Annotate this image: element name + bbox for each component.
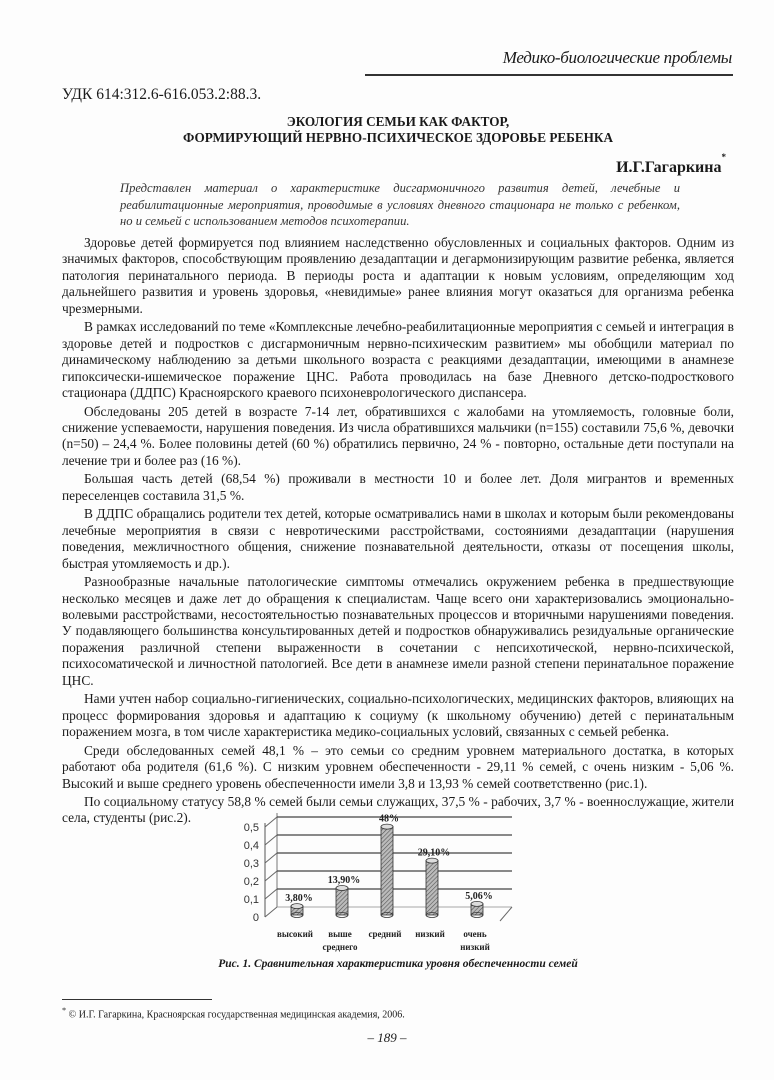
author-name: И.Г.Гагаркина	[616, 159, 722, 176]
paragraph: Среди обследованных семей 48,1 % – это семьи со средним уровнем материального достатка, в которых работают оба родителя (61,6 %). С низким уровнем обеспеченности - 29,11 % семей, с очень низким - 5,06 %. Высокий и выше среднего уровень обеспеченности имели 3,8 и 13,93 % семей соответственно (рис.1).	[62, 742, 734, 791]
footnote-rule	[62, 999, 212, 1000]
x-tick-label: низкий	[460, 942, 490, 952]
grid-diagonal	[265, 835, 277, 845]
bar-top	[471, 901, 483, 906]
bar-top	[291, 904, 303, 909]
paragraph: Нами учтен набор социально-гигиенических, социально-психологических, медицинских факторов, влияющих на процесс формирования здоровья и адаптацию к социуму (к школьному обучению) детей с перинатальным поражением мозга, в том числе характеристика медико-социальных условий, связанных с семьей ребенка.	[62, 691, 734, 740]
paragraph: Разнообразные начальные патологические симптомы отмечались окружением ребенка в предшествующие несколько месяцев и даже лет до обращения к специалистам. Чаще всего они характеризовались эмоционально-волевыми расстройствами, несостоятельностью познавательных процессов и вторичными нарушениями поведения. У подавляющего большинства консультированных детей и подростков обнаруживались резидуальные органические поражения различной степени выраженности в сочетании с непсихотической, нервно-психической, психосоматической и личностной патологией. Все дети в анамнезе имели разной степени перинатальное поражение ЦНС.	[62, 574, 734, 688]
x-tick-label: высокий	[277, 929, 313, 939]
x-tick-label: выше	[328, 929, 352, 939]
author-footnote-mark: *	[721, 152, 726, 162]
grid-diagonal	[265, 817, 277, 827]
paragraph: Обследованы 205 детей в возрасте 7-14 лет, обратившихся с жалобами на утомляемость, головные боли, снижение успеваемости, нарушения поведения. Из числа обратившихся мальчики (n=155) составили 75,6 %, девочки (n=50) – 24,4 %. Более половины детей (60 %) обратились первично, 24 % - повторно, остальные дети поступали на лечение три и более раз (16 %).	[62, 403, 734, 468]
x-tick-label: среднего	[322, 942, 358, 952]
paragraph: В рамках исследований по теме «Комплексные лечебно-реабилитационные мероприятия с семьей и интеграция в здоровье детей и подростков с дисгармоничным нервно-психическим развитием» мы обобщили материал по динамическому наблюдению за детьми школьного возраста с реакциями дезадаптации, имеющими в анамнезе гипоксически-ишемическое поражение ЦНС. Работа проводилась на базе Дневного детско-подросткового стационара (ДДПС) Красноярского краевого психоневрологического диспансера.	[62, 319, 734, 401]
paragraph: Здоровье детей формируется под влиянием наследственно обусловленных и социальных факторов. Одним из значимых факторов, способствующим проявлению дезадаптации и дегармонизирующим развитие ребенка, является патология перинатального периода. В периоды роста и адаптации к новым условиям, определяющим ход дальнейшего развития и уровень здоровья, «невидимые» ранее влияния могут оказаться для организма ребенка чрезмерными.	[62, 235, 734, 316]
grid-diagonal	[265, 853, 277, 863]
article-title	[62, 114, 734, 146]
figure-caption: Рис. 1. Сравнительная характеристика уровня обеспеченности семей	[218, 958, 578, 970]
bar-top	[426, 858, 438, 863]
data-label: 3,80%	[285, 893, 313, 905]
y-tick-label: 0	[252, 912, 259, 924]
data-label: 29,10%	[417, 847, 451, 859]
grid-diagonal	[265, 907, 277, 917]
paragraph: Большая часть детей (68,54 %) проживали в местности 10 и более лет. Доля мигрантов и временных переселенцев составила 31,5 %.	[62, 471, 734, 503]
bar	[381, 827, 393, 915]
abstract: Представлен материал о характеристике дисгармоничного развития детей, лечебные и реабилитационные мероприятия, проводимые в условиях дневного стационара не только с ребенком, но и семьей с использованием методов психотерапии.	[120, 181, 680, 228]
y-tick-label: 0,5	[243, 822, 259, 834]
page-number: – 189 –	[367, 1030, 407, 1045]
footnote-mark: *	[62, 1006, 67, 1015]
data-label: 48%	[379, 813, 399, 825]
header-rule	[365, 74, 733, 76]
y-tick-label: 0,4	[243, 840, 259, 852]
x-tick-label: очень	[463, 929, 487, 939]
grid-diagonal	[265, 889, 277, 899]
running-header: Медико-биологические проблемы	[502, 48, 732, 67]
grid-diagonal	[265, 871, 277, 881]
author	[616, 152, 726, 177]
paragraph: В ДДПС обращались родители тех детей, которые осматривались нами в школах и которым были рекомендованы лечебные мероприятия в связи с невротическими расстройствами, состояниями дезадаптации (нарушения поведения, межличностного общения, снижение познавательной деятельности, отказы от посещения школы, быстрая утомляемость и др.).	[62, 506, 734, 571]
y-tick-label: 0,2	[243, 876, 259, 888]
bar-top	[381, 824, 393, 829]
bar	[336, 888, 348, 915]
udk-code: УДК 614:312.6-616.053.2:88.3.	[62, 86, 262, 103]
data-label: 5,06%	[465, 890, 493, 902]
article-body	[62, 235, 734, 829]
x-tick-label: средний	[368, 929, 402, 939]
floor-edge	[500, 907, 512, 921]
title-line-2: ФОРМИРУЮЩИЙ НЕРВНО-ПСИХИЧЕСКОЕ ЗДОРОВЬЕ РЕБЕНКА	[182, 130, 614, 145]
bar-chart	[200, 812, 530, 954]
footnote	[62, 1006, 405, 1020]
bar	[426, 861, 438, 915]
footnote-text: © И.Г. Гагаркина, Красноярская государственная медицинская академия, 2006.	[68, 1009, 405, 1021]
data-label: 13,90%	[327, 874, 361, 886]
paragraph: По социальному статусу 58,8 % семей были семьи служащих, 37,5 % - рабочих, 3,7 % - военнослужащие, жители села, студенты (рис.2).	[62, 793, 734, 826]
bar-top	[336, 885, 348, 890]
y-tick-label: 0,3	[243, 858, 259, 870]
x-tick-label: низкий	[415, 929, 445, 939]
title-line-1: ЭКОЛОГИЯ СЕМЬИ КАК ФАКТОР,	[286, 114, 510, 129]
y-tick-label: 0,1	[243, 894, 259, 906]
